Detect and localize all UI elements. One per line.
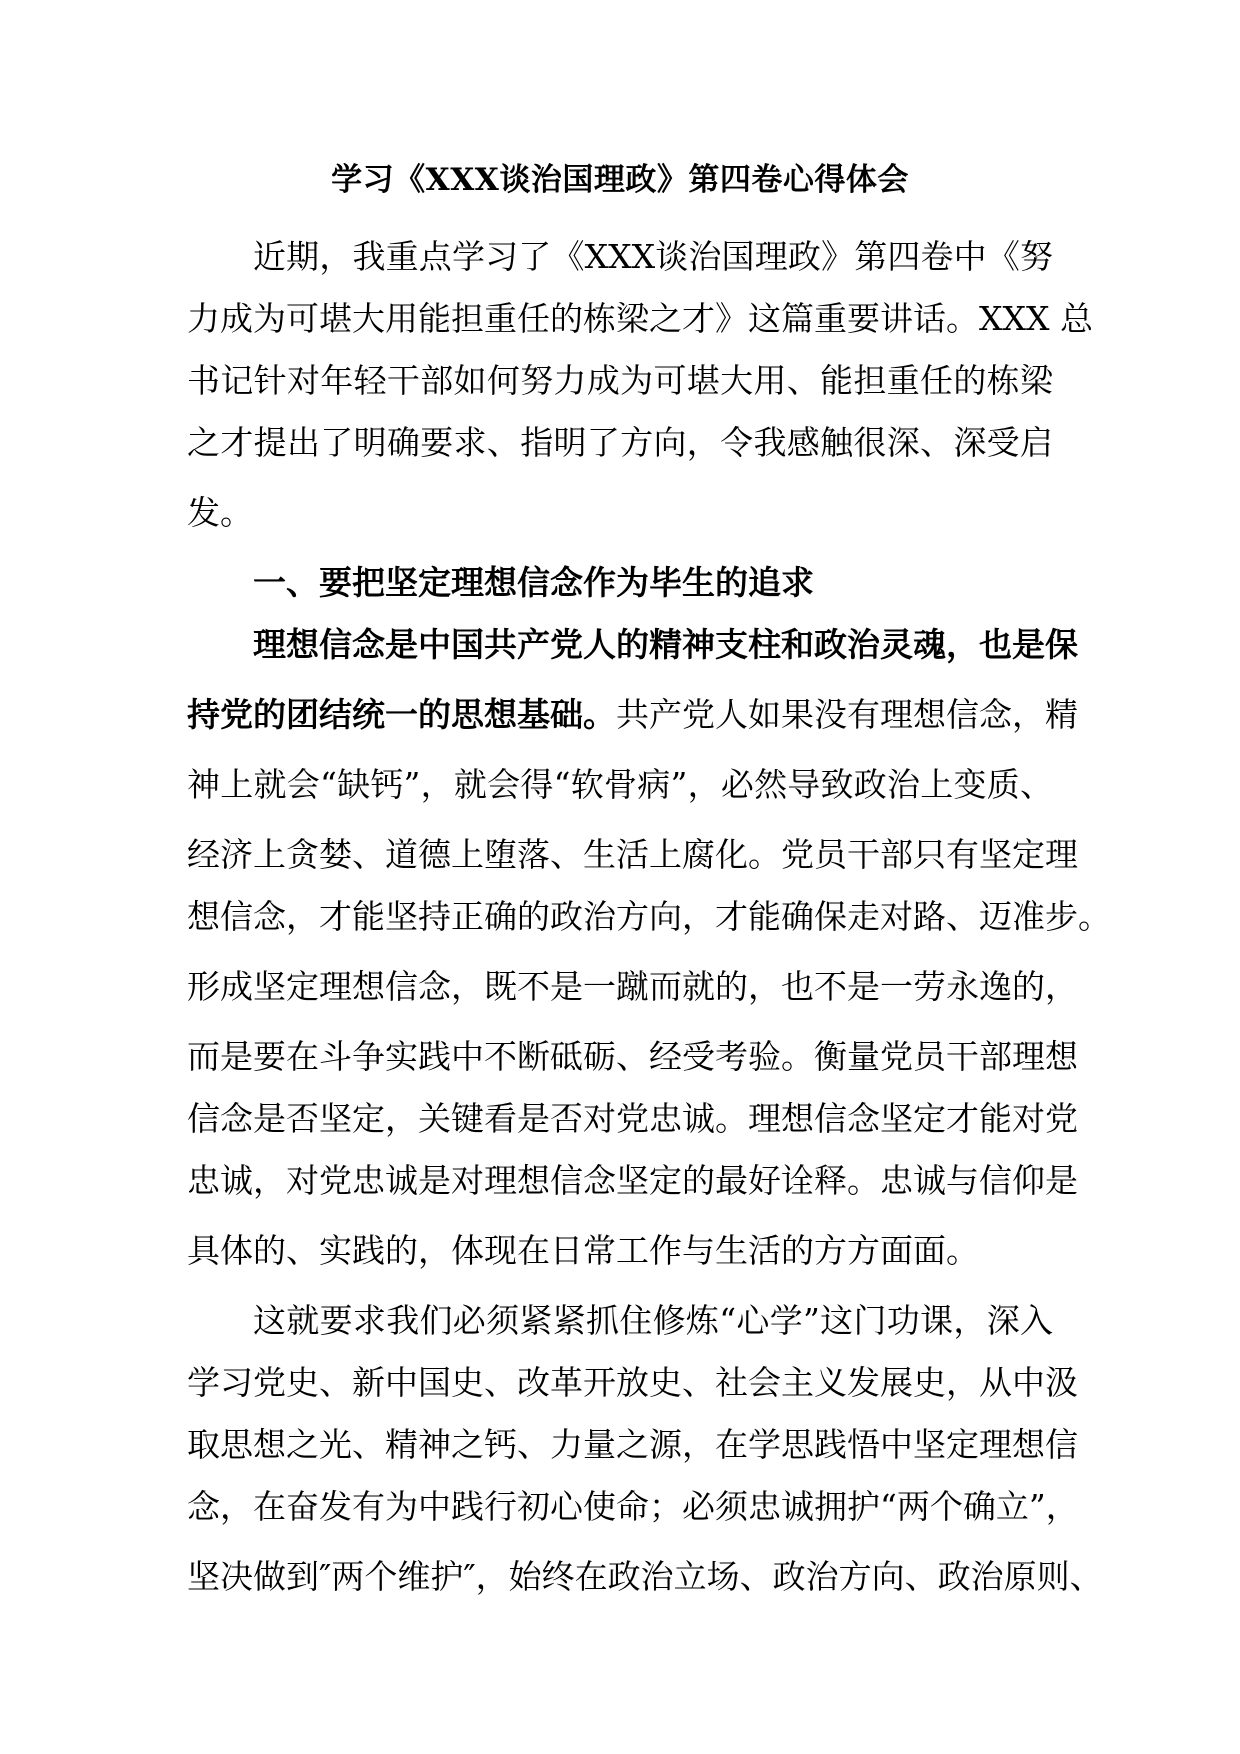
bold-lead-text: 持党的团结统一的思想基础。: [187, 695, 616, 734]
paragraph-line: 取思想之光、精神之钙、力量之源，在学思践悟中坚定理想信: [187, 1425, 1078, 1464]
paragraph-line: 念，在奋发有为中践行初心使命；必须忠诚拥护“两个确立”，: [187, 1487, 1079, 1526]
paragraph-text: 共产党人如果没有理想信念，精: [616, 695, 1078, 734]
paragraph-line: 想信念，才能坚持正确的政治方向，才能确保走对路、迈准步。: [187, 897, 1111, 936]
paragraph-line: 学习党史、新中国史、改革开放史、社会主义发展史，从中汲: [187, 1363, 1078, 1402]
paragraph-line: 忠诚，对党忠诚是对理想信念坚定的最好诠释。忠诚与信仰是: [187, 1161, 1078, 1200]
paragraph-line: 经济上贪婪、道德上堕落、生活上腐化。党员干部只有坚定理: [187, 835, 1078, 874]
paragraph-line: 而是要在斗争实践中不断砥砺、经受考验。衡量党员干部理想: [187, 1037, 1078, 1076]
document-body: [187, 226, 1111, 1608]
paragraph-line: [187, 684, 1078, 754]
paragraph-line: 之才提出了明确要求、指明了方向，令我感触很深、深受启: [187, 423, 1053, 462]
document-title: 学习《XXX谈治国理政》第四卷心得体会: [331, 162, 909, 198]
paragraph-line: 力成为可堪大用能担重任的栋梁之才》这篇重要讲话。XXX 总: [187, 299, 1093, 338]
paragraph-line: 神上就会“缺钙”，就会得“软骨病”，必然导致政治上变质、: [187, 765, 1053, 804]
paragraph-line: 这就要求我们必须紧紧抓住修炼“心学”这门功课，深入: [253, 1301, 1053, 1340]
paragraph-line: 书记针对年轻干部如何努力成为可堪大用、能担重任的栋梁: [187, 361, 1053, 400]
paragraph-line: 理想信念是中国共产党人的精神支柱和政治灵魂，也是保: [253, 625, 1078, 664]
paragraph-line: 坚决做到″两个维护″，始终在政治立场、政治方向、政治原则、: [187, 1557, 1103, 1596]
section-heading: 一、要把坚定理想信念作为毕生的追求: [253, 563, 814, 602]
paragraph-line: 形成坚定理想信念，既不是一蹴而就的，也不是一劳永逸的，: [187, 967, 1078, 1006]
paragraph-line: 具体的、实践的，体现在日常工作与生活的方方面面。: [187, 1231, 979, 1270]
paragraph-line: 近期，我重点学习了《XXX谈治国理政》第四卷中《努: [253, 237, 1053, 276]
paragraph-line: 信念是否坚定，关键看是否对党忠诚。理想信念坚定才能对党: [187, 1099, 1078, 1138]
paragraph-line: 发。: [187, 493, 253, 532]
